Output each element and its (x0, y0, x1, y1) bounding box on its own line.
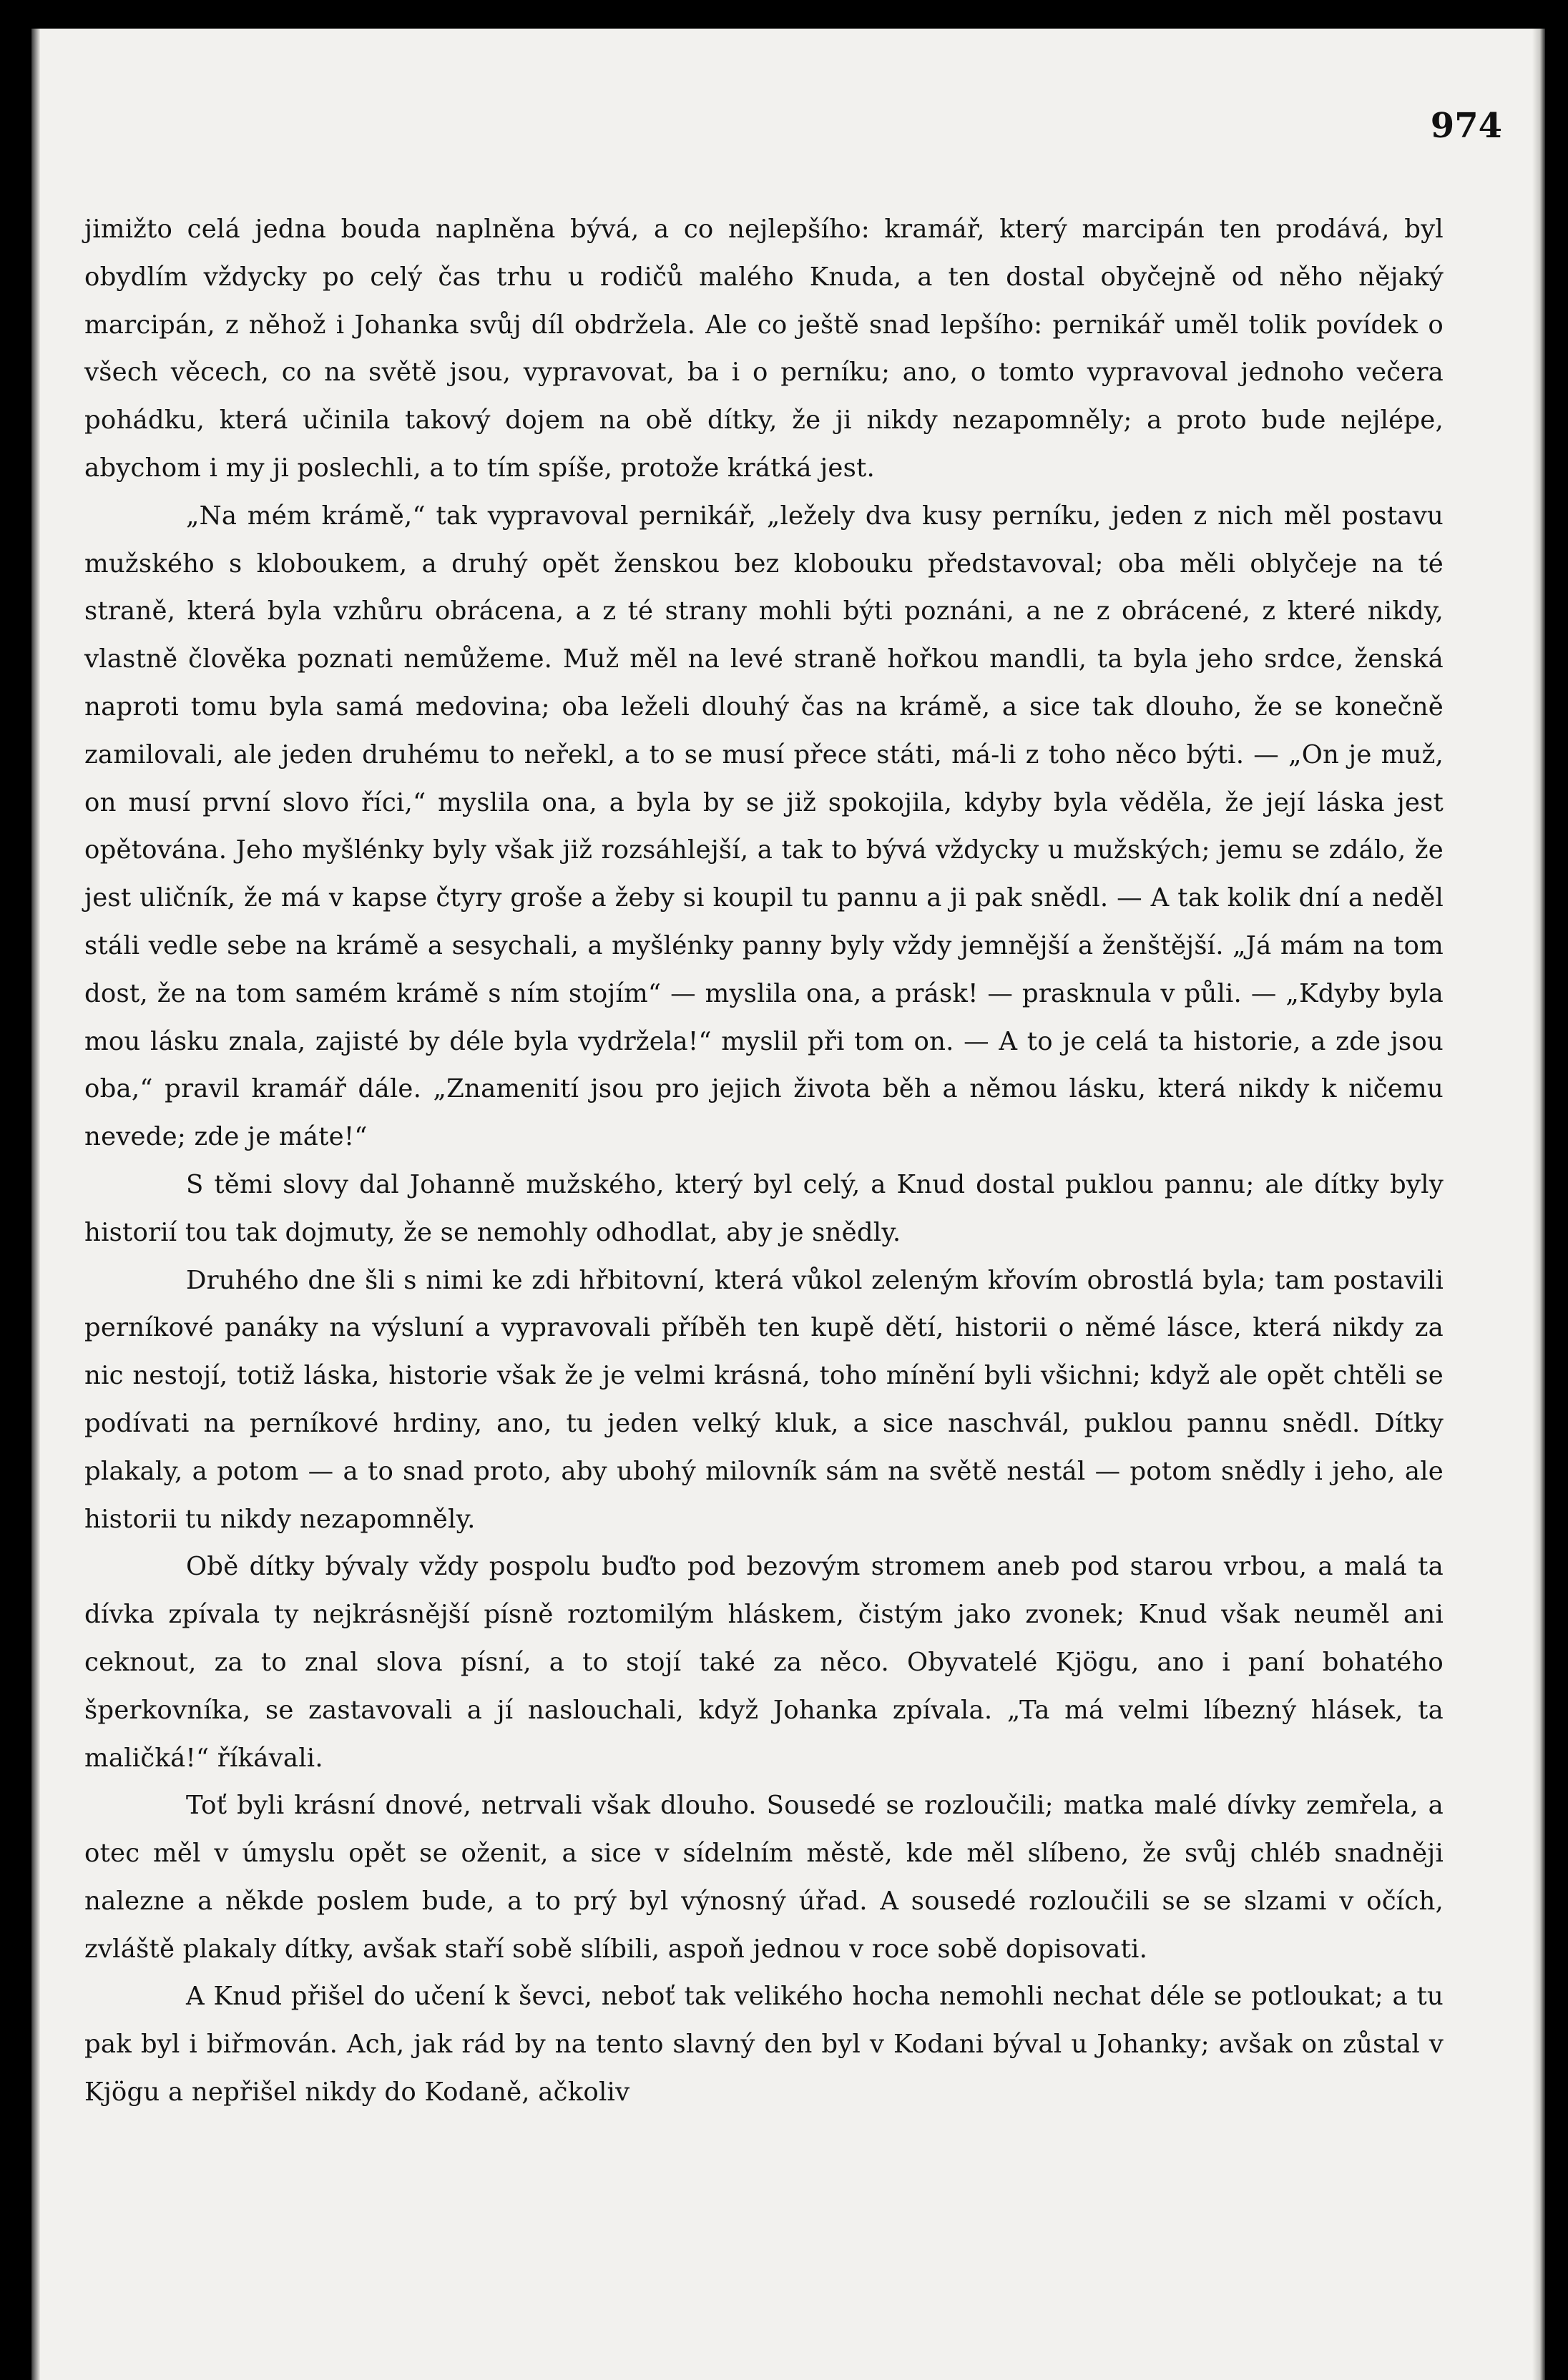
paragraph-2: „Na mém krámě,“ tak vypravoval pernikář, „ležely dva kusy perníku, jeden z nich měl postavu mužského s kloboukem, a druhý opět ženskou bez klobouku představoval; oba měli oblyčeje na té straně, která byla vzhůru obrácena, a z té strany mohli býti poznáni, a ne z obrácené, z které nikdy, vlastně člověka poznati nemůžeme. Muž měl na levé straně hořkou mandli, ta byla jeho srdce, ženská naproti tomu byla samá medovina; oba leželi dlouhý čas na krámě, a sice tak dlouho, že se konečně zamilovali, ale jeden druhému to neřekl, a to se musí přece státi, má-li z toho něco býti. — „On je muž, on musí první slovo říci,“ myslila ona, a byla by se již spokojila, kdyby byla věděla, že její láska jest opětována. Jeho myšlénky byly však již rozsáhlejší, a tak to bývá vždycky u mužských; jemu se zdálo, že jest uličník, že má v kapse čtyry groše a žeby si koupil tu pannu a ji pak snědl. — A tak kolik dní a neděl stáli vedle sebe na krámě a sesychali, a myšlénky panny byly vždy jemnější a ženštější. „Já mám na tom dost, že na tom samém krámě s ním stojím“ — myslila ona, a prásk! — prasknula v půli. — „Kdyby byla mou lásku znala, zajisté by déle byla vydržela!“ myslil při tom on. — A to je celá ta historie, a zde jsou oba,“ pravil kramář dále. „Znamenití jsou pro jejich života běh a němou lásku, která nikdy k ničemu nevede; zde je máte!“ (84, 501, 1444, 1152)
paragraph-3: S těmi slovy dal Johanně mužského, který byl celý, a Knud dostal puklou pannu; ale dítky byly historií tou tak dojmuty, že se nemohly odhodlat, aby je snědly. (84, 1169, 1444, 1247)
paragraph-4: Druhého dne šli s nimi ke zdi hřbitovní, která vůkol zeleným křovím obrostlá byla; tam postavili perníkové panáky na výsluní a vypravovali příběh ten kupě dětí, historii o němé lásce, která nikdy za nic nestojí, totiž láska, historie však že je velmi krásná, toho mínění byli všichni; když ale opět chtěli se podívati na perníkové hrdiny, ano, tu jeden velký kluk, a sice naschvál, puklou pannu snědl. Dítky plakaly, a potom — a to snad proto, aby ubohý milovník sám na světě nestál — potom snědly i jeho, ale historii tu nikdy nezapomněly. (84, 1265, 1444, 1534)
paragraph-7: A Knud přišel do učení k ševci, neboť tak velikého hocha nemohli nechat déle se potloukat; a tu pak byl i biřmován. Ach, jak rád by na tento slavný den byl v Kodani býval u Johanky; avšak on zůstal v Kjögu a nepřišel nikdy do Kodaně, ačkoliv (84, 1982, 1444, 2108)
text-body (84, 206, 1444, 2117)
paragraph-5: Obě dítky bývaly vždy pospolu buďto pod bezovým stromem aneb pod starou vrbou, a malá ta dívka zpívala ty nejkrásnější písně roztomilým hláskem, čistým jako zvonek; Knud však neuměl ani ceknout, za to znal slova písní, a to stojí také za něco. Obyvatelé Kjögu, ano i paní bohatého šperkovníka, se zastavovali a jí naslouchali, když Johanka zpívala. „Ta má velmi líbezný hlásek, ta maličká!“ říkávali. (84, 1552, 1444, 1773)
paragraph-1: jimižto celá jedna bouda naplněna bývá, a co nejlepšího: kramář, který marcipán ten prodává, byl obydlím vždycky po celý čas trhu u rodičů malého Knuda, a ten dostal obyčejně od něho nějaký marcipán, z něhož i Johanka svůj díl obdržela. Ale co ještě snad lepšího: pernikář uměl tolik povídek o všech věcech, co na světě jsou, vypravovat, ba i o perníku; ano, o tomto vypravoval jednoho večera pohádku, která učinila takový dojem na obě dítky, že ji nikdy nezapomněly; a proto bude nejlépe, abychom i my ji poslechli, a to tím spíše, protože krátká jest. (84, 215, 1444, 483)
page-left-edge-shadow (31, 29, 40, 2380)
page-number: 974 (1430, 106, 1502, 146)
book-page (31, 29, 1545, 2380)
paragraph-6: Toť byli krásní dnové, netrvali však dlouho. Sousedé se rozloučili; matka malé dívky zemřela, a otec měl v úmyslu opět se oženit, a sice v sídelním městě, kde měl slíbeno, že svůj chléb snadněji nalezne a někde poslem bude, a to prý byl výnosný úřad. A sousedé rozloučili se se slzami v očích, zvláště plakaly dítky, avšak staří sobě slíbili, aspoň jednou v roce sobě dopisovati. (84, 1791, 1444, 1964)
page-right-edge-shadow (1532, 29, 1545, 2380)
